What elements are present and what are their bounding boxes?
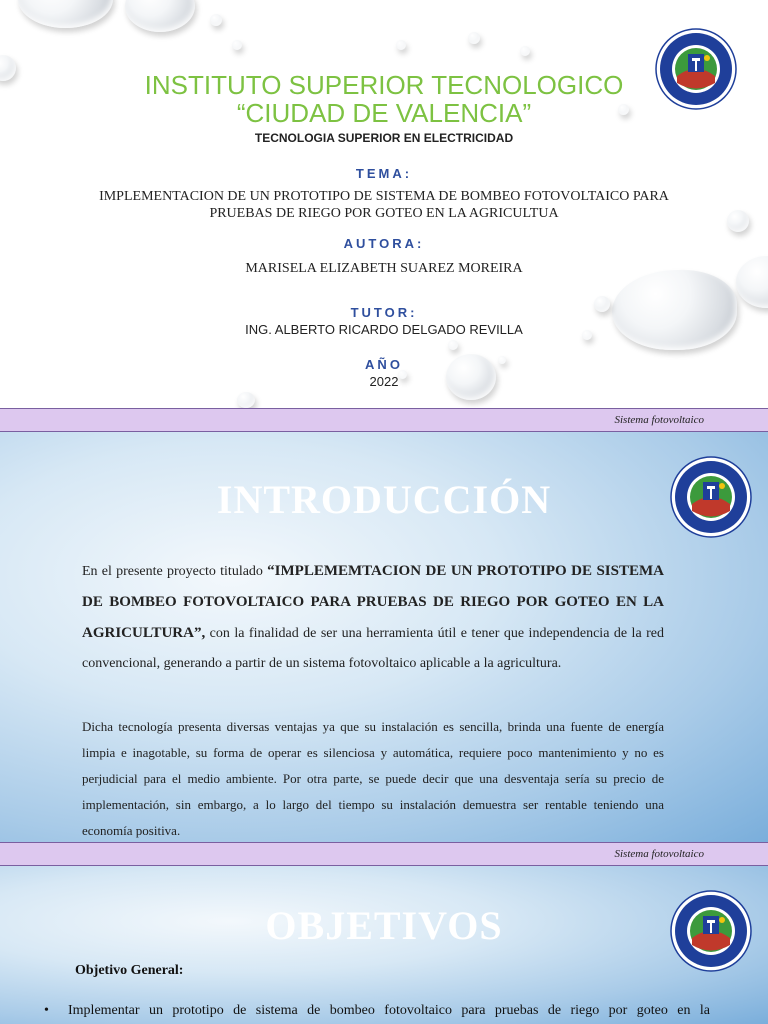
- introduction-slide: [0, 432, 768, 842]
- tema-line1: IMPLEMENTACION DE UN PROTOTIPO DE SISTEMA DE BOMBEO FOTOVOLTAICO PARA: [99, 189, 669, 204]
- institute-seal-icon: [670, 890, 752, 972]
- introduction-paragraph-1: [82, 556, 664, 679]
- tema-label: TEMA:: [355, 166, 413, 181]
- intro-text: En el presente proyecto titulado: [82, 564, 268, 579]
- water-drop: [468, 32, 480, 44]
- footer-band: [0, 408, 768, 432]
- intro-text-rest: con la finalidad de ser una herramienta útil e tener que independencia de la red convencional, generando a partir de un sistema fotovoltaico aplicable a la agricultura.: [82, 626, 664, 671]
- water-drop: [448, 340, 458, 350]
- water-drop: [210, 14, 222, 26]
- footer-band-label: Sistema fotovoltaico: [614, 414, 704, 426]
- water-drop: [237, 392, 255, 408]
- year-label: AÑO: [365, 357, 403, 372]
- title-slide: [0, 0, 768, 408]
- introduction-heading: INTRODUCCIÓN: [216, 477, 552, 522]
- footer-band: [0, 842, 768, 866]
- institute-logo: [670, 890, 752, 972]
- bullet-icon: •: [44, 1003, 49, 1018]
- autora-name: MARISELA ELIZABETH SUAREZ MOREIRA: [245, 261, 523, 276]
- objectives-heading: OBJETIVOS: [265, 903, 503, 948]
- water-drop: [232, 40, 242, 50]
- general-objective-text: Implementar un prototipo de sistema de bombeo fotovoltaico para pruebas de riego por goteo en la: [68, 1003, 710, 1018]
- autora-label: AUTORA:: [343, 236, 425, 251]
- general-objective-label: Objetivo General:: [75, 963, 184, 978]
- tutor-name: ING. ALBERTO RICARDO DELGADO REVILLA: [245, 322, 523, 337]
- tema-line2: PRUEBAS DE RIEGO POR GOTEO EN LA AGRICULTUA: [209, 206, 559, 221]
- tema-text: [80, 188, 688, 222]
- footer-band-label: Sistema fotovoltaico: [614, 848, 704, 860]
- water-drop: [736, 256, 768, 308]
- water-drop: [125, 0, 195, 32]
- introduction-paragraph-2: Dicha tecnología presenta diversas ventajas ya que su instalación es sencilla, brinda una fuente de energía limpia e inagotable, su forma de operar es silenciosa y automática, requiere poco mantenimiento y no es perjudicial para el medio ambiente. Por otra parte, se puede decir que una desventaja sería su precio de implementación, sin embargo, a lo largo del tiempo su instalación demuestra ser rentable teniendo una economía positiva.: [82, 719, 664, 838]
- tutor-label: TUTOR:: [350, 305, 418, 320]
- water-drop: [727, 210, 749, 232]
- water-drop: [18, 0, 113, 28]
- objectives-slide: [0, 866, 768, 1024]
- year-value: 2022: [369, 374, 399, 389]
- institute-name-line1: INSTITUTO SUPERIOR TECNOLOGICO: [144, 70, 624, 100]
- institute-logo: [670, 456, 752, 538]
- institute-name-line2: “CIUDAD DE VALENCIA”: [236, 98, 532, 128]
- water-drop: [396, 40, 406, 50]
- career-title: TECNOLOGIA SUPERIOR EN ELECTRICIDAD: [254, 131, 514, 145]
- water-drop: [520, 46, 530, 56]
- institute-seal-icon: [670, 456, 752, 538]
- project-title-bold: “IMPLEMEMTACION DE UN PROTOTIPO DE SISTEMA DE BOMBEO FOTOVOLTAICO PARA PRUEBAS DE RIEGO POR GOTEO EN LA AGRICULTURA”,: [82, 563, 664, 641]
